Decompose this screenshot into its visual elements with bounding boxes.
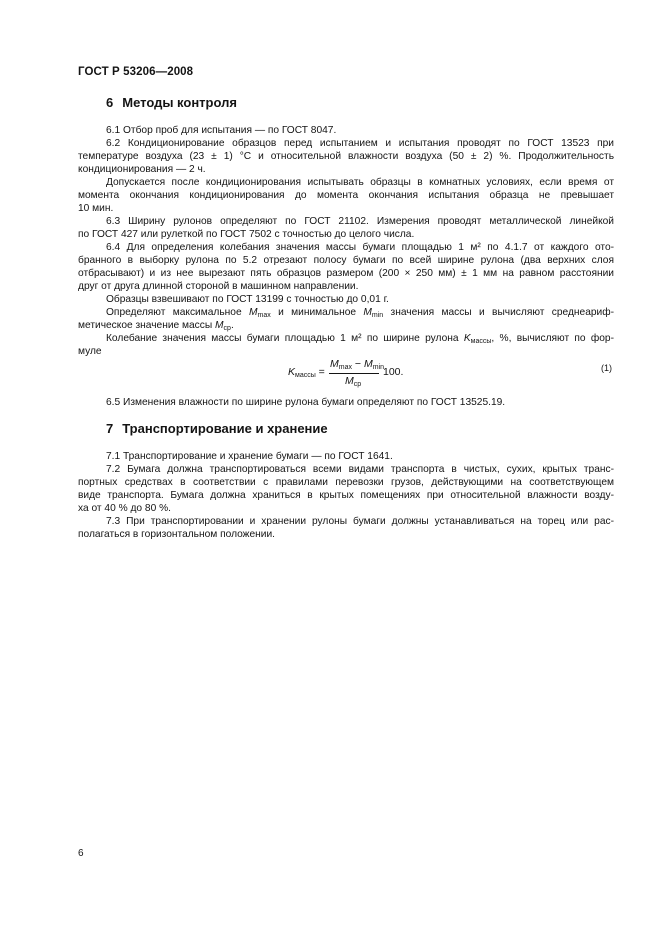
paragraph-6-2-line-2: температуре воздуха (23 ± 1) °С и относительной влажности воздуха (50 ± 2) %. Продолжительность: [78, 151, 614, 162]
paragraph-6-1: 6.1 Отбор проб для испытания — по ГОСТ 8047.: [106, 125, 337, 136]
formula-fraction-bar: [329, 373, 379, 374]
paragraph-7-2-line-3: виде транспорта. Бумага должна храниться в крытых помещениях при относительной влажности возду-: [78, 490, 614, 501]
section-7-number: 7: [106, 421, 114, 436]
paragraph-variation-line-1: Колебание значения массы бумаги площадью 1 м² по ширине рулона $K_{массы}$, %, вычисляют по фор-: [106, 333, 614, 345]
paragraph-6-4-line-3: отбрасывают) и из нее вырезают пять образцов размером (200 × 250 мм) ± 1 мм на равном расстоянии: [78, 268, 614, 279]
paragraph-6-3-line-2: по ГОСТ 427 или рулеткой по ГОСТ 7502 с точностью до целого числа.: [78, 229, 415, 240]
section-6-title: Методы контроля: [122, 95, 237, 110]
formula-number: (1): [601, 363, 612, 373]
paragraph-7-3-line-2: полагаться в горизонтальном положении.: [78, 529, 276, 540]
paragraph-6-2-line-1: 6.2 Кондиционирование образцов перед испытанием и испытания проводят по ГОСТ 13523 при: [106, 138, 614, 149]
paragraph-7-2-line-2: портных средствах в соответствии с правилами перевозки грузов, действующими на соответствующем: [78, 477, 614, 488]
section-6-heading: [106, 95, 237, 110]
document-header: ГОСТ Р 53206—2008: [78, 66, 194, 78]
paragraph-7-2-line-1: 7.2 Бумага должна транспортироваться всеми видами транспорта в чистых, сухих, крытых транс-: [106, 464, 614, 475]
formula-numerator: $M_{max} - M_{min}$: [330, 358, 384, 371]
page-number: 6: [78, 848, 84, 859]
paragraph-7-2-line-4: ха от 40 % до 80 %.: [78, 503, 171, 514]
paragraph-6-4-line-2: бранного в выборку рулона по 5.2 отрезают полосу бумаги по всей ширине рулона (два верхних слоя: [78, 255, 614, 266]
formula-denominator: $M_{ср}$: [345, 375, 362, 388]
section-7-title: Транспортирование и хранение: [122, 421, 328, 436]
paragraph-7-1: 7.1 Транспортирование и хранение бумаги — по ГОСТ 1641.: [106, 451, 393, 462]
section-6-number: 6: [106, 95, 114, 110]
section-7-heading: [106, 421, 328, 436]
formula-multiplier: 100.: [383, 366, 404, 378]
paragraph-max-min-line-2: метическое значение массы $M_{ср}$.: [78, 320, 234, 332]
paragraph-6-4-line-1: 6.4 Для определения колебания значения массы бумаги площадью 1 м² по 4.1.7 от каждого ото-: [106, 242, 614, 253]
paragraph-6-4-line-4: друг от друга длинной стороной в машинном направлении.: [78, 281, 359, 292]
paragraph-7-3-line-1: 7.3 При транспортировании и хранении рулоны бумаги должны устанавливаться на торец или рас-: [106, 516, 614, 527]
paragraph-6-5: 6.5 Изменения влажности по ширине рулона бумаги определяют по ГОСТ 13525.19.: [106, 397, 506, 408]
paragraph-max-min-line-1: Определяют максимальное $M_{max}$ и минимальное $M_{min}$ значения массы и вычисляют среднеариф-: [106, 307, 615, 319]
paragraph-variation-line-2: муле: [78, 346, 102, 357]
paragraph-6-2b-line-3: 10 мин.: [78, 203, 114, 214]
paragraph-6-3-line-1: 6.3 Ширину рулонов определяют по ГОСТ 21102. Измерения проводят металлической линейкой: [106, 216, 614, 227]
paragraph-6-2b-line-1: Допускается после кондиционирования испытывать образцы в комнатных условиях, если время от: [106, 177, 614, 188]
formula-lhs: $K_{массы}$ =: [288, 366, 325, 379]
paragraph-6-2b-line-2: момента окончания кондиционирования до момента окончания испытания образца не превышает: [78, 190, 614, 201]
paragraph-weighing: Образцы взвешивают по ГОСТ 13199 с точностью до 0,01 г.: [106, 294, 389, 305]
formula-1: [0, 358, 661, 392]
paragraph-6-2-line-3: кондиционирования — 2 ч.: [78, 164, 206, 175]
